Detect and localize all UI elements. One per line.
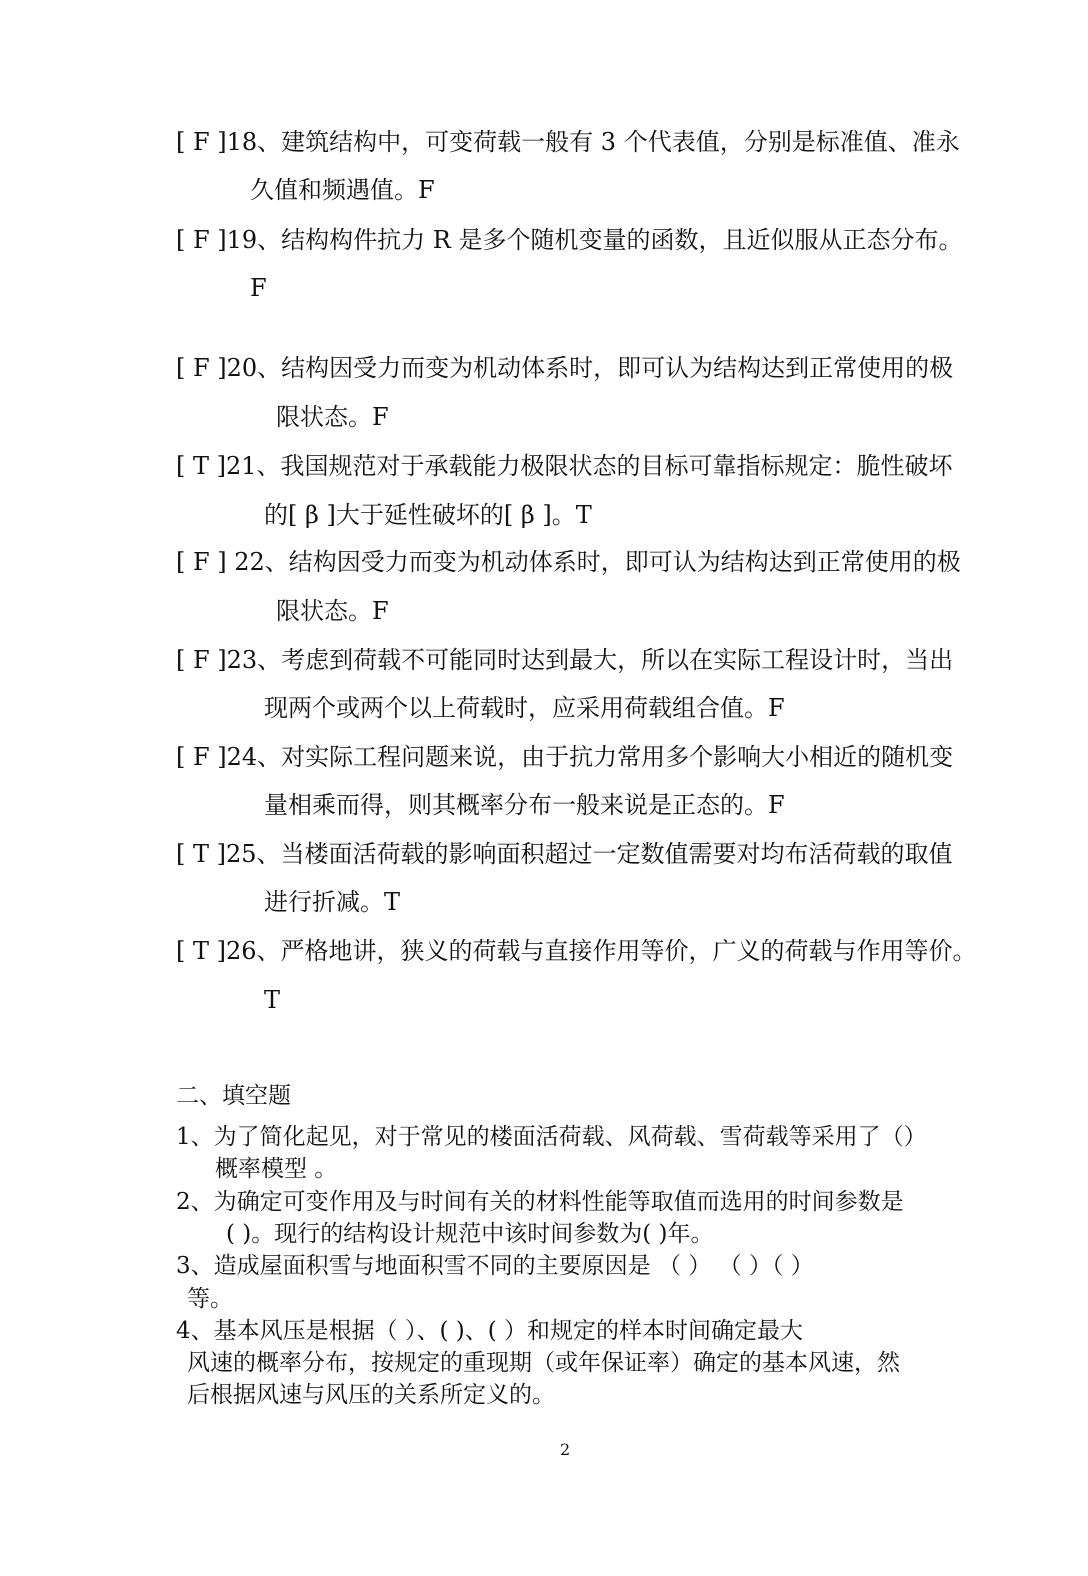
fill-question-1-line-2: 概率模型 。: [215, 1156, 338, 1182]
question-26-line-1: [ T ]26、严格地讲，狭义的荷载与直接作用等价，广义的荷载与作用等价。: [176, 937, 977, 965]
question-24-line-1: [ F ]24、对实际工程问题来说，由于抗力常用多个影响大小相近的随机变: [176, 743, 954, 771]
fill-question-2-line-2: ( )。现行的结构设计规范中该时间参数为( )年。: [226, 1221, 714, 1247]
question-20-line-2: 限状态。F: [276, 403, 389, 431]
question-25-line-2: 进行折减。T: [264, 888, 401, 916]
fill-question-4-line-1: 4、基本风压是根据（ ）、( )、( ）和规定的样本时间确定最大: [176, 1318, 803, 1344]
question-22-line-2: 限状态。F: [276, 597, 389, 625]
fill-question-1-line-1: 1、为了简化起见，对于常见的楼面活荷载、风荷载、雪荷载等采用了（）: [176, 1124, 927, 1150]
fill-question-3-line-1: 3、造成屋面积雪与地面积雪不同的主要原因是 （ ） （ ）（ ）: [176, 1253, 814, 1279]
question-18-line-1: [ F ]18、建筑结构中，可变荷载一般有 3 个代表值，分别是标准值、准永: [176, 128, 960, 156]
question-24-line-2: 量相乘而得，则其概率分布一般来说是正态的。F: [264, 791, 785, 819]
question-23-line-1: [ F ]23、考虑到荷载不可能同时达到最大，所以在实际工程设计时，当出: [176, 646, 954, 674]
fill-question-2-line-1: 2、为确定可变作用及与时间有关的材料性能等取值而选用的时间参数是: [176, 1189, 904, 1215]
question-19-line-2: F: [250, 274, 267, 302]
question-21-line-2: 的[ β ]大于延性破坏的[ β ]。T: [264, 501, 592, 529]
question-20-line-1: [ F ]20、结构因受力而变为机动体系时，即可认为结构达到正常使用的极: [176, 354, 954, 382]
fill-question-3-line-2: 等。: [187, 1286, 233, 1312]
question-25-line-1: [ T ]25、当楼面活荷载的影响面积超过一定数值需要对均布活荷载的取值: [176, 840, 953, 868]
fill-question-4-line-2: 风速的概率分布，按规定的重现期（或年保证率）确定的基本风速，然: [187, 1350, 900, 1376]
question-23-line-2: 现两个或两个以上荷载时，应采用荷载组合值。F: [264, 694, 785, 722]
question-18-line-2: 久值和频遇值。F: [250, 176, 435, 204]
question-19-line-1: [ F ]19、结构构件抗力 R 是多个随机变量的函数，且近似服从正态分布。: [176, 226, 963, 254]
question-21-line-1: [ T ]21、我国规范对于承载能力极限状态的目标可靠指标规定：脆性破坏: [176, 452, 953, 480]
page-number: 2: [560, 1440, 571, 1459]
question-22-line-1: [ F ] 22、结构因受力而变为机动体系时，即可认为结构达到正常使用的极: [176, 548, 961, 576]
section-title: 二、填空题: [176, 1083, 291, 1109]
fill-question-4-line-3: 后根据风速与风压的关系所定义的。: [187, 1382, 555, 1408]
question-26-line-2: T: [264, 986, 281, 1014]
